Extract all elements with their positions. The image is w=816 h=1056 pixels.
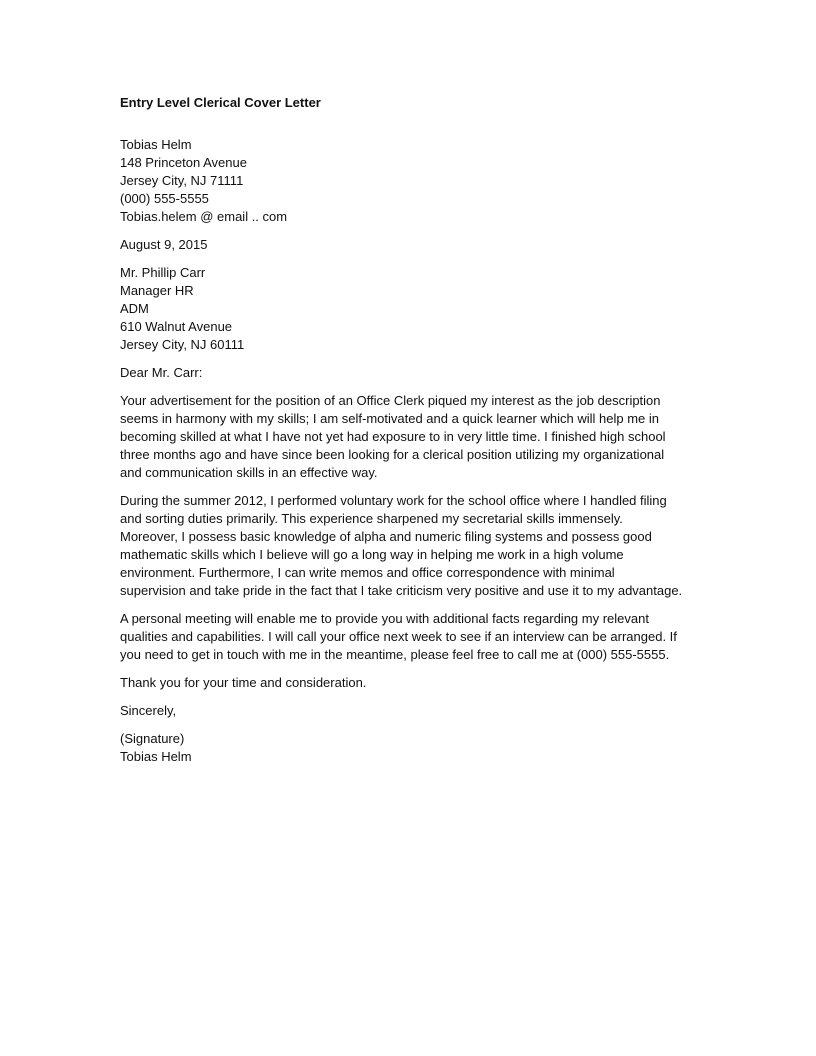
signature-block (120, 730, 700, 766)
paragraph-line: environment. Furthermore, I can write memos and office correspondence with minimal (120, 565, 615, 580)
paragraph-line: Your advertisement for the position of an Office Clerk piqued my interest as the job description (120, 393, 661, 408)
document-title: Entry Level Clerical Cover Letter (120, 95, 321, 110)
sender-phone: (000) 555-5555 (120, 191, 209, 206)
salutation-block (120, 364, 700, 382)
sender-city-state-zip: Jersey City, NJ 71111 (120, 173, 244, 188)
paragraph-line: A personal meeting will enable me to provide you with additional facts regarding my relevant (120, 611, 649, 626)
thanks-line: Thank you for your time and consideration. (120, 675, 367, 690)
paragraph-line: mathematic skills which I believe will go a long way in helping me work in a high volume (120, 547, 624, 562)
paragraph-line: During the summer 2012, I performed voluntary work for the school office where I handled filing (120, 493, 667, 508)
paragraph-line: three months ago and have since been looking for a clerical position utilizing my organizational (120, 447, 665, 462)
paragraph-line: and sorting duties primarily. This experience sharpened my secretarial skills immensely. (120, 511, 623, 526)
paragraph-line: seems in harmony with my skills; I am self-motivated and a quick learner which will help me in (120, 411, 659, 426)
recipient-street: 610 Walnut Avenue (120, 319, 233, 334)
body-paragraph-3 (120, 610, 700, 664)
body-paragraph-2 (120, 492, 700, 600)
paragraph-line: you need to get in touch with me in the meantime, please feel free to call me at (000) 555-5555. (120, 647, 670, 662)
closing-block (120, 702, 700, 720)
recipient-city-state-zip: Jersey City, NJ 60111 (120, 337, 245, 352)
recipient-name: Mr. Phillip Carr (120, 265, 206, 280)
letter-date: August 9, 2015 (120, 237, 208, 252)
sender-name: Tobias Helm (120, 137, 192, 152)
signature-placeholder: (Signature) (120, 731, 185, 746)
paragraph-line: supervision and take pride in the fact that I take criticism very positive and use it to my advantage. (120, 583, 683, 598)
recipient-address-block (120, 264, 700, 354)
sender-email: Tobias.helem @ email .. com (120, 209, 288, 224)
signer-name: Tobias Helm (120, 749, 192, 764)
paragraph-line: becoming skilled at what I have not yet had exposure to in very little time. I finished high school (120, 429, 666, 444)
paragraph-line: and communication skills in an effective way. (120, 465, 378, 480)
body-paragraph-1 (120, 392, 700, 482)
salutation: Dear Mr. Carr: (120, 365, 203, 380)
sender-address-block (120, 136, 700, 226)
paragraph-line: qualities and capabilities. I will call your office next week to see if an interview can be arranged. If (120, 629, 677, 644)
paragraph-line: Moreover, I possess basic knowledge of alpha and numeric filing systems and possess good (120, 529, 652, 544)
recipient-company: ADM (120, 301, 149, 316)
sender-street: 148 Princeton Avenue (120, 155, 247, 170)
recipient-title: Manager HR (120, 283, 194, 298)
closing-line: Sincerely, (120, 703, 177, 718)
letter-date-block (120, 236, 700, 254)
letter-page (120, 94, 700, 766)
thanks-paragraph (120, 674, 700, 692)
